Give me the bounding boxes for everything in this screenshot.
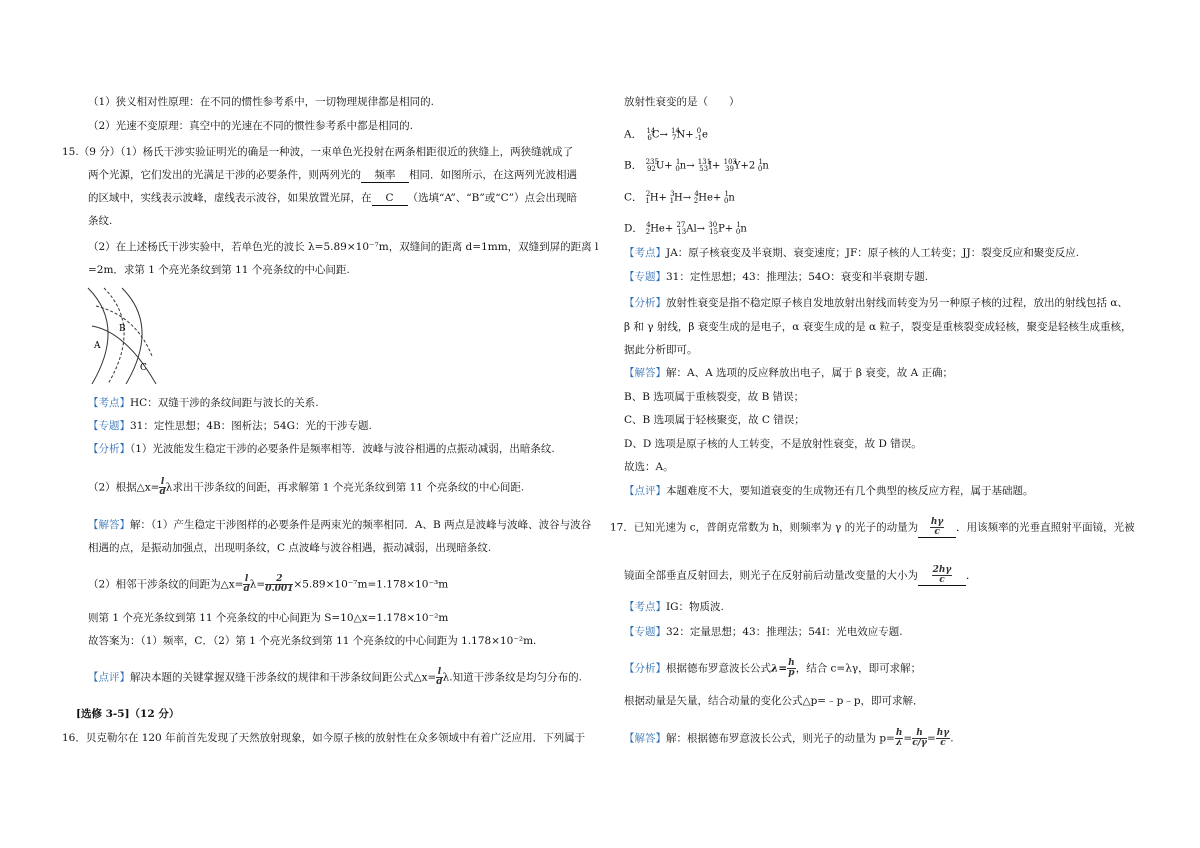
text-line: 故答案为：（1）频率，C．（2）第 1 个亮光条纹到第 11 个亮条纹的中心间距为 1.178×10⁻²m.: [88, 635, 537, 647]
answer-blank: $\frac{h\gamma}{c}$: [918, 518, 956, 538]
text-line: （1）狭义相对性原理：在不同的惯性参考系中，一切物理规律都是相同的.: [88, 96, 435, 108]
fenxi-line: 【分析】放射性衰变是指不稳定原子核自发地放射出射线而转变为另一种原子核的过程，放出的射线包括 α、: [624, 297, 1128, 309]
option-c: C． $^2_1$H+ $^3_1$H→ $^4_2$He+ $^1_0$n: [624, 190, 735, 206]
text-line: 条纹.: [88, 215, 113, 227]
formula-fraction: $\frac{l}{d}$: [436, 667, 443, 687]
text-line: 故选：A。: [624, 461, 674, 473]
text-line: 放射性衰变的是（ ）: [624, 96, 740, 108]
wave-interference-diagram: [86, 286, 166, 386]
zhuanti-line: 【专题】31：定性思想；4B：图析法；54G：光的干涉专题.: [88, 420, 372, 432]
jieda-line: 【解答】解：根据德布罗意波长公式，则光子的动量为 p= $\frac{h}{\lambda}$ = $\frac{h}{c/\gamma}$ = $\frac{h\gamma}{c}$ .: [624, 728, 954, 748]
question-17-line: 17．已知光速为 c，普朗克常数为 h，则频率为 γ 的光子的动量为 $\frac{h\gamma}{c}$ ．用该频率的光垂直照射平面镜，光被: [610, 517, 1135, 537]
section-heading: [选修 3-5]（12 分）: [76, 708, 180, 720]
fenxi-line: 【分析】根据德布罗意波长公式λ= $\frac{h}{p}$ ，结合 c=λγ，即可求解；: [624, 658, 922, 678]
question-15-line: 15.（9 分）（1）杨氏干涉实验证明光的确是一种波，一束单色光投射在两条相距很近的狭缝上，两狭缝就成了: [62, 146, 574, 158]
point-a-label: A: [94, 341, 101, 351]
text-line: 两个光源，它们发出的光满足干涉的必要条件，则两列光的 频率 相同．如图所示，在这两列光波相遇: [88, 169, 577, 181]
text-line: 镜面全部垂直反射回去，则光子在反射前后动量改变量的大小为 $\frac{2h\gamma}{c}$ ．: [624, 565, 977, 585]
formula-fraction: $\frac{l}{d}$: [159, 477, 166, 497]
fenxi-line: 【分析】（1）光波能发生稳定干涉的必要条件是频率相等．波峰与波谷相遇的点振动减弱，出暗条纹.: [88, 443, 555, 455]
text-line: 相遇的点，是振动加强点，出现明条纹，C 点波峰与波谷相遇，振动减弱，出现暗条纹.: [88, 542, 492, 554]
text-line: （2）在上述杨氏干涉实验中，若单色光的波长 λ=5.89×10⁻⁷m，双缝间的距离 d=1mm，双缝到屏的距离 l: [88, 241, 599, 253]
dianping-line: 【点评】本题难度不大，要知道衰变的生成物还有几个典型的核反应方程，属于基础题。: [624, 485, 1034, 497]
kaodian-line: 【考点】IG：物质波.: [624, 601, 724, 613]
text-line: B、B 选项属于重核裂变，故 B 错误；: [624, 391, 805, 403]
dianping-line: 【点评】解决本题的关键掌握双缝干涉条纹的规律和干涉条纹间距公式△x= $\frac{l}{d}$ λ.知道干涉条纹是均匀分布的.: [88, 667, 582, 687]
kaodian-line: 【考点】JA：原子核衰变及半衰期、衰变速度；JF：原子核的人工转变；JJ：裂变反应和聚变反应.: [624, 247, 1080, 259]
kaodian-line: 【考点】HC：双缝干涉的条纹间距与波长的关系.: [88, 397, 319, 409]
answer-blank: C: [372, 191, 408, 206]
text-line: 据此分析即可。: [624, 344, 698, 356]
jieda-line: 【解答】解：（1）产生稳定干涉图样的必要条件是两束光的频率相同．A、B 两点是波峰与波峰、波谷与波谷: [88, 519, 592, 531]
text-line: β 和 γ 射线，β 衰变生成的是电子，α 衰变生成的是 α 粒子，裂变是重核裂变成轻核，聚变是轻核生成重核，: [624, 321, 1132, 333]
zhuanti-line: 【专题】31：定性思想；43：推理法；54O：衰变和半衰期专题.: [624, 271, 929, 283]
question-16-line: 16．贝克勒尔在 120 年前首先发现了天然放射现象，如今原子核的放射性在众多领域中有着广泛应用．下列属于: [62, 732, 586, 744]
text-line: =2m．求第 1 个亮光条纹到第 11 个亮条纹的中心间距.: [88, 264, 350, 276]
answer-blank: $\frac{2h\gamma}{c}$: [918, 566, 966, 586]
option-b: B． $^{235}_{92}$U+ $^1_0$n→ $^{131}_{53}$I+ $^{103}_{39}$Y+2 $^1_0$n: [624, 158, 769, 174]
jieda-line: （2）相邻干涉条纹的间距为△x= $\frac{l}{d}$ λ= $\frac{2}{0.001}$ ×5.89×10⁻⁷m=1.178×10⁻³m: [88, 574, 449, 594]
text-line: （2）光速不变原理：真空中的光速在不同的惯性参考系中都是相同的.: [88, 120, 414, 132]
point-b-label: B: [119, 324, 126, 334]
zhuanti-line: 【专题】32：定量思想；43：推理法；54I：光电效应专题.: [624, 626, 903, 638]
text-line: 的区域中，实线表示波峰，虚线表示波谷，如果放置光屏，在 C （选填“A”、“B”或“C”）点会出现暗: [88, 192, 577, 204]
answer-blank: 频率: [361, 168, 409, 183]
text-line: C、B 选项属于轻核聚变，故 C 错误；: [624, 414, 805, 426]
point-c-label: C: [140, 363, 147, 373]
text-line: 则第 1 个亮光条纹到第 11 个亮条纹的中心间距为 S=10△x=1.178×10⁻²m: [88, 612, 449, 624]
formula-fraction: $\frac{2}{0.001}$: [265, 574, 294, 594]
jieda-line: 【解答】解：A、A 选项的反应释放出电子，属于 β 衰变，故 A 正确；: [624, 367, 954, 379]
text-line: D、D 选项是原子核的人工转变，不是放射性衰变，故 D 错误。: [624, 438, 922, 450]
formula-fraction: $\frac{l}{d}$: [243, 574, 250, 594]
option-d: D． $^4_2$He+ $^{27}_{13}$Al→ $^{30}_{15}$P+ $^1_0$n: [624, 221, 747, 237]
option-a: A． $^{14}_6$C→ $^{14}_7$N+ $^0_{-1}$e: [624, 127, 708, 143]
fenxi-line: （2）根据△x= $\frac{l}{d}$ λ求出干涉条纹的间距，再求解第 1 个亮光条纹到第 11 个亮条纹的中心间距.: [88, 477, 525, 497]
text-line: 根据动量是矢量，结合动量的变化公式△p=﹣p﹣p，即可求解．: [624, 695, 924, 707]
